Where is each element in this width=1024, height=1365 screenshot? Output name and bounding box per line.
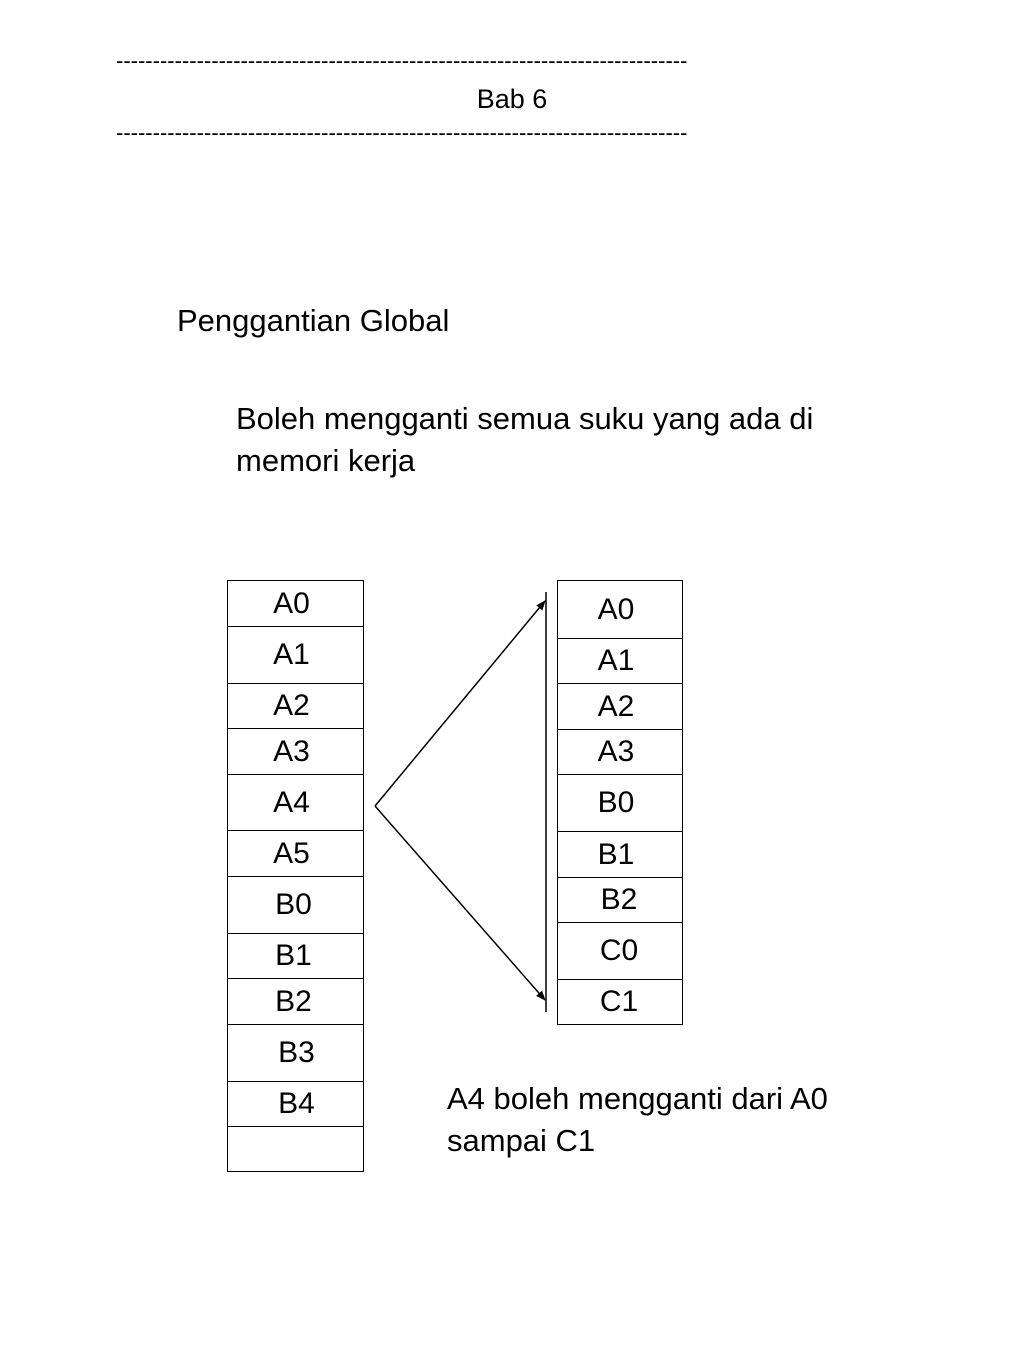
right-memory-cell-label: A2 — [597, 689, 635, 723]
right-memory-cell — [557, 581, 683, 639]
working-memory-left — [227, 580, 364, 1172]
header-rule-bottom: ------------------------------------------------------------------------------ — [116, 122, 688, 144]
right-memory-cell-label: A1 — [597, 644, 635, 677]
arrow-to-bottom-line — [375, 806, 545, 1000]
right-memory-cell-label: C1 — [599, 985, 639, 1018]
left-memory-cell — [227, 1025, 364, 1082]
left-memory-cell-label: B4 — [278, 1087, 315, 1120]
left-memory-cell-label: B0 — [275, 888, 312, 921]
right-memory-cell — [557, 923, 683, 980]
left-memory-cell-label: B1 — [275, 939, 312, 972]
right-memory-cell-label: B0 — [597, 786, 635, 819]
header-rule-top: ------------------------------------------------------------------------------ — [116, 50, 688, 72]
left-memory-cell-label: A2 — [273, 689, 310, 722]
right-memory-cell — [557, 684, 683, 730]
right-memory-cell — [557, 980, 683, 1025]
note-text: A4 boleh mengganti dari A0 sampai C1 — [447, 1081, 828, 1158]
left-memory-cell — [227, 581, 364, 627]
chapter-title: Bab 6 — [476, 84, 548, 114]
description-text: Boleh mengganti semua suku yang ada di memori kerja — [236, 401, 814, 478]
left-memory-cell — [227, 934, 364, 979]
left-memory-cell — [227, 684, 364, 729]
right-memory-cell-label: C0 — [599, 934, 639, 967]
right-memory-cell — [557, 730, 683, 775]
right-memory-cell — [557, 639, 683, 684]
left-memory-cell-label: B3 — [278, 1036, 315, 1069]
left-memory-cell — [227, 979, 364, 1025]
left-memory-cell-label: A0 — [273, 586, 310, 620]
right-memory-cell-label: A3 — [597, 735, 635, 768]
left-memory-cell-label: A1 — [273, 638, 310, 671]
right-memory-cell-label: B1 — [597, 837, 635, 871]
working-memory-right — [557, 580, 683, 1025]
left-memory-cell-label: A5 — [273, 836, 310, 870]
right-memory-cell — [557, 775, 683, 832]
right-memory-cell — [557, 832, 683, 878]
left-memory-cell — [227, 831, 364, 877]
left-memory-cell — [227, 729, 364, 775]
right-memory-cell-label: A0 — [597, 592, 635, 626]
arrow-to-top-line — [375, 601, 545, 806]
left-memory-cell-label: A4 — [273, 785, 310, 819]
left-memory-cell-label: B2 — [275, 984, 312, 1018]
left-memory-cell-label: A3 — [273, 734, 310, 768]
left-memory-cell — [227, 627, 364, 684]
section-heading: Penggantian Global — [177, 303, 450, 338]
right-memory-cell — [557, 878, 683, 923]
left-memory-cell — [227, 775, 364, 831]
left-memory-cell — [227, 1082, 364, 1127]
left-memory-cell — [227, 877, 364, 934]
right-memory-cell-label: B2 — [600, 883, 638, 916]
left-memory-cell — [227, 1127, 364, 1172]
